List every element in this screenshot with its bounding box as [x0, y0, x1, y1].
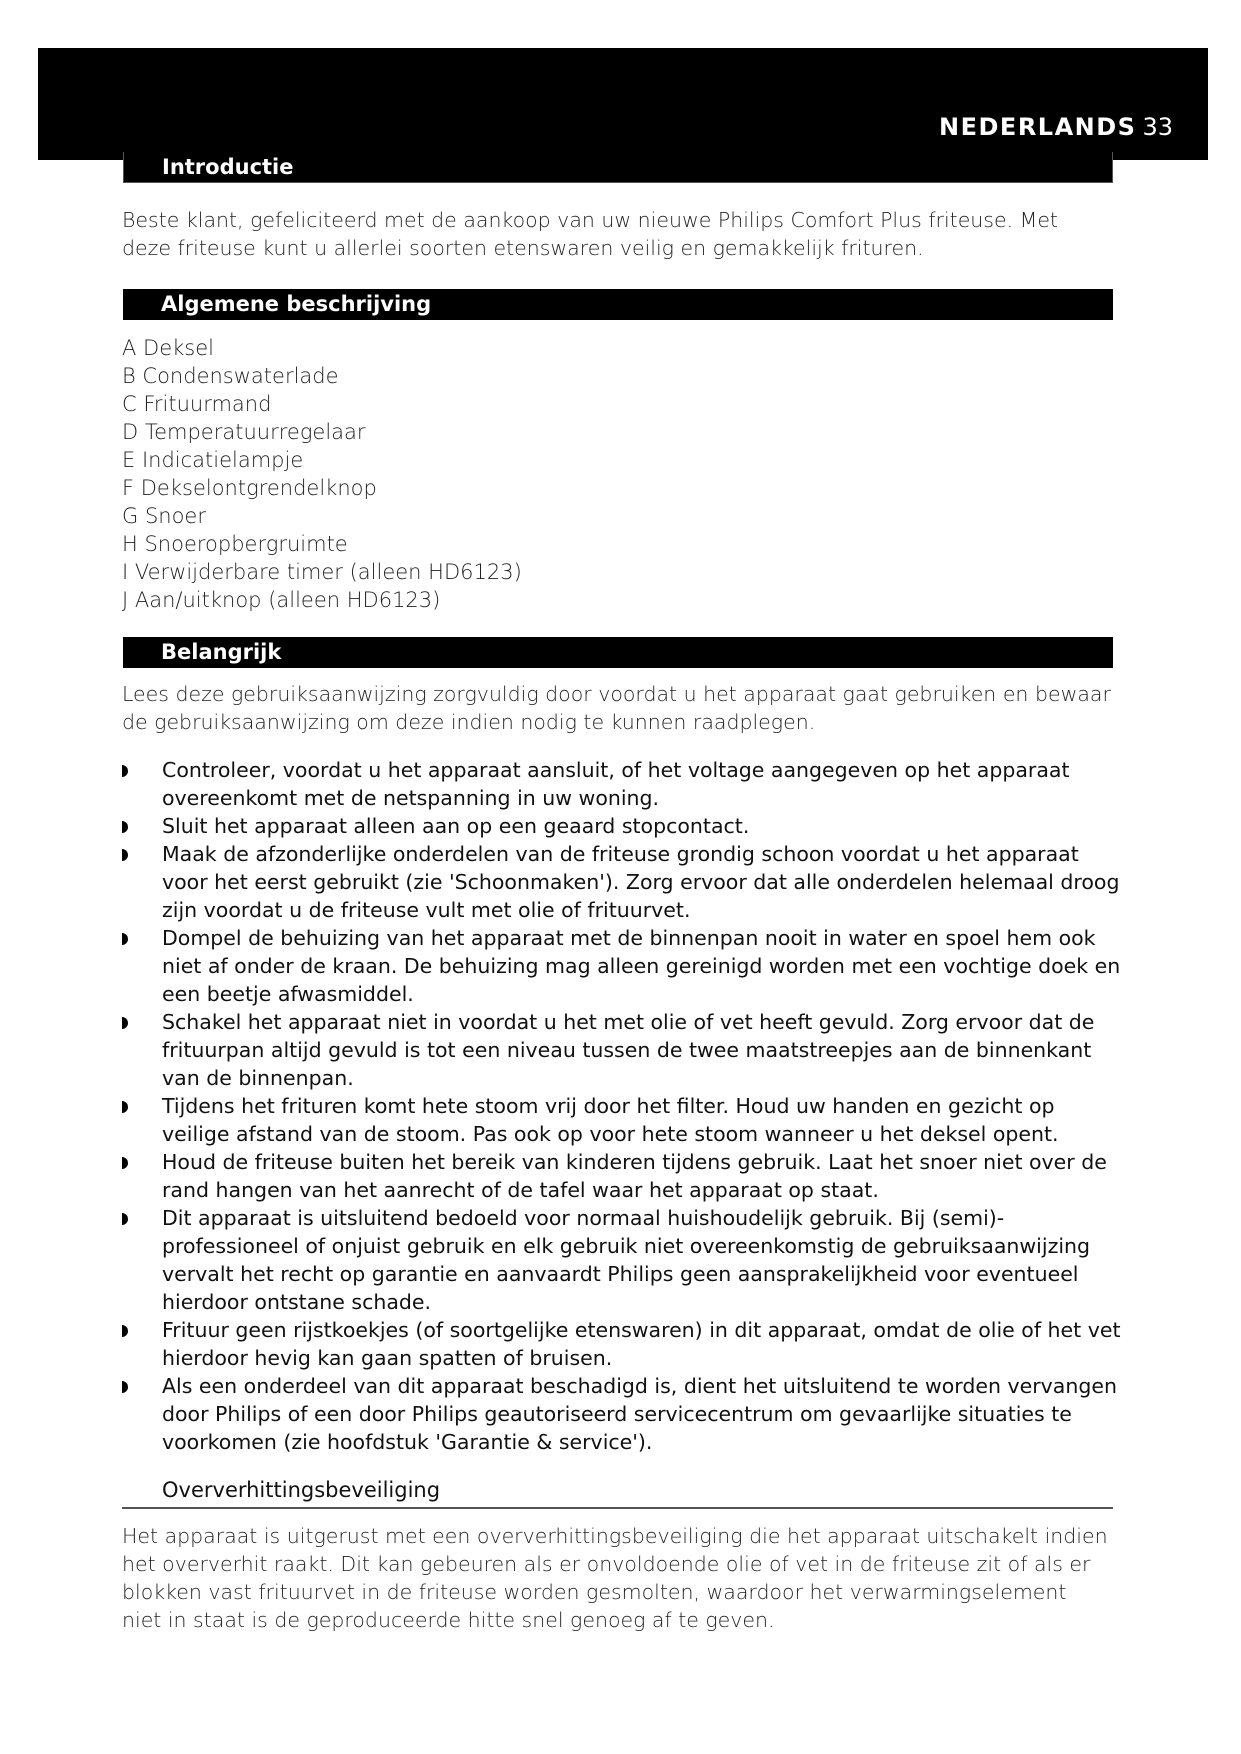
safety-bullets: [122, 756, 1122, 1456]
list-item: D Temperatuurregelaar: [122, 420, 366, 444]
list-item: E Indicatielampje: [122, 448, 304, 472]
page-header: [38, 48, 1208, 160]
list-item: F Dekselontgrendelknop: [122, 476, 377, 500]
subheading-overheat: Oververhittingsbeveiliging: [122, 1475, 1113, 1509]
section-heading-important: Belangrijk: [123, 637, 1113, 668]
list-item: J Aan/uitknop (alleen HD6123): [122, 588, 441, 612]
overheat-paragraph: Het apparaat is uitgerust met een oververhittingsbeveiliging die het apparaat uitschakelt indien het oververhit raakt. Dit kan gebeuren als er onvoldoende olie of vet in de friteuse zit of als er blokken vast frituurvet in de friteuse worden gesmolten, waardoor het verwarmingselement niet in staat is de geproduceerde hitte snel genoeg af te geven.: [122, 1524, 1108, 1632]
section-heading-intro: Introductie: [123, 152, 1113, 183]
list-item: G Snoer: [122, 504, 206, 528]
intro-paragraph: Beste klant, gefeliciteerd met de aankoop van uw nieuwe Philips Comfort Plus friteuse. Met deze friteuse kunt u allerlei soorten etenswaren veilig en gemakkelijk frituren.: [122, 208, 1058, 260]
list-item: B Condenswaterlade: [122, 364, 339, 388]
bullet-marker-icon: [122, 821, 128, 833]
list-item: Houd de friteuse buiten het bereik van kinderen tijdens gebruik. Laat het snoer niet over de rand hangen van het aanrecht of de tafel waar het apparaat op staat.: [122, 1148, 1122, 1204]
bullet-marker-icon: [122, 1157, 128, 1169]
bullet-marker-icon: [122, 1101, 128, 1113]
list-item: H Snoeropbergruimte: [122, 532, 348, 556]
bullet-marker-icon: [122, 1213, 128, 1225]
list-item: Dompel de behuizing van het apparaat met de binnenpan nooit in water en spoel hem ook niet af onder de kraan. De behuizing mag alleen gereinigd worden met een vochtige doek en een beetje afwasmiddel.: [122, 924, 1122, 1008]
list-item: Controleer, voordat u het apparaat aansluit, of het voltage aangegeven op het apparaat overeenkomt met de netspanning in uw woning.: [122, 756, 1122, 812]
list-item: Dit apparaat is uitsluitend bedoeld voor normaal huishoudelijk gebruik. Bij (semi)-professioneel of onjuist gebruik en elk gebruik niet overeenkomstig de gebruiksaanwijzing vervalt het recht op garantie en aanvaardt Philips geen aansprakelijkheid voor eventueel hierdoor ontstane schade.: [122, 1204, 1122, 1316]
bullet-marker-icon: [122, 849, 128, 861]
page-number: 33: [1142, 113, 1173, 141]
bullet-marker-icon: [122, 765, 128, 777]
list-item: A Deksel: [122, 336, 214, 360]
bullet-marker-icon: [122, 1381, 128, 1393]
important-intro: Lees deze gebruiksaanwijzing zorgvuldig door voordat u het apparaat gaat gebruiken en bewaar de gebruiksaanwijzing om deze indien nodig te kunnen raadplegen.: [122, 682, 1111, 734]
list-item: Sluit het apparaat alleen aan op een geaard stopcontact.: [122, 812, 1122, 840]
list-item: C Frituurmand: [122, 392, 272, 416]
section-heading-description: Algemene beschrijving: [123, 289, 1113, 320]
list-item: Tijdens het frituren komt hete stoom vrij door het filter. Houd uw handen en gezicht op veilige afstand van de stoom. Pas ook op voor hete stoom wanneer u het deksel opent.: [122, 1092, 1122, 1148]
header-title: [939, 113, 1173, 141]
bullet-marker-icon: [122, 1017, 128, 1029]
list-item: Frituur geen rijstkoekjes (of soortgelijke etenswaren) in dit apparaat, omdat de olie of het vet hierdoor hevig kan gaan spatten of bruisen.: [122, 1316, 1122, 1372]
header-language: NEDERLANDS: [939, 113, 1137, 141]
bullet-marker-icon: [122, 933, 128, 945]
list-item: Maak de afzonderlijke onderdelen van de friteuse grondig schoon voordat u het apparaat voor het eerst gebruikt (zie 'Schoonmaken'). Zorg ervoor dat alle onderdelen helemaal droog zijn voordat u de friteuse vult met olie of frituurvet.: [122, 840, 1122, 924]
parts-list: [122, 334, 522, 614]
bullet-marker-icon: [122, 1325, 128, 1337]
list-item: Schakel het apparaat niet in voordat u het met olie of vet heeft gevuld. Zorg ervoor dat de frituurpan altijd gevuld is tot een niveau tussen de twee maatstreepjes aan de binnenkant van de binnenpan.: [122, 1008, 1122, 1092]
list-item: I Verwijderbare timer (alleen HD6123): [122, 560, 522, 584]
list-item: Als een onderdeel van dit apparaat beschadigd is, dient het uitsluitend te worden vervangen door Philips of een door Philips geautoriseerd servicecentrum om gevaarlijke situaties te voorkomen (zie hoofdstuk 'Garantie & service').: [122, 1372, 1122, 1456]
